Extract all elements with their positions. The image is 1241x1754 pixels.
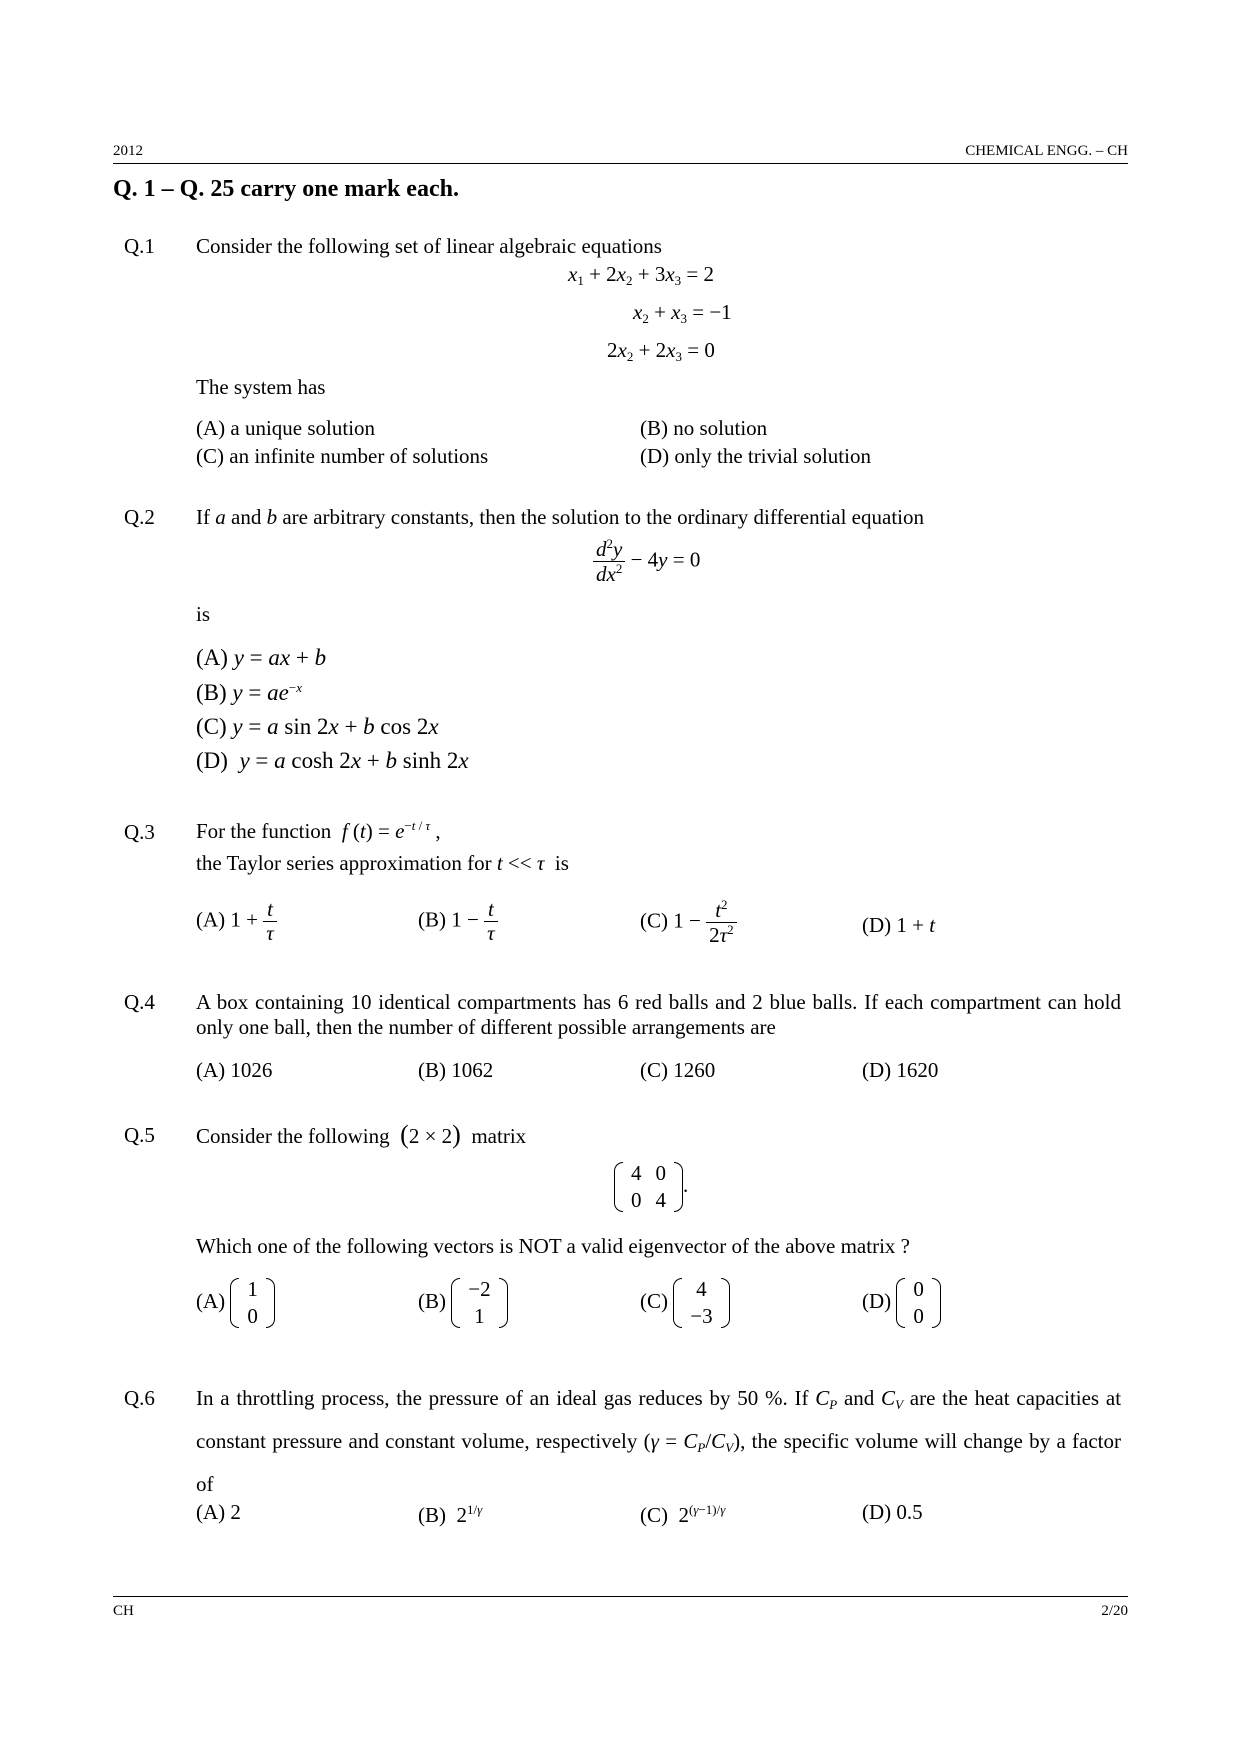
footer-code: CH	[113, 1603, 134, 1619]
q1-option-b: (B) no solution	[640, 416, 768, 440]
q5-matrix: 4 0 0 4 .	[614, 1160, 688, 1214]
q3-option-b: (B) 1 − $\frac{t}{\tau}$	[418, 898, 498, 945]
q4-option-b: (B) 1062	[418, 1058, 494, 1082]
q6-option-a: (A) 2	[196, 1500, 241, 1524]
q5-text-2: Which one of the following vectors is NOT a valid eigenvector of the above matrix ?	[196, 1234, 910, 1258]
q2-option-c: (C) y = a sin 2x + b cos 2x	[196, 714, 439, 739]
q2-option-b: (B) $y = ae^{-x}$	[196, 680, 302, 705]
q1-option-d: (D) only the trivial solution	[640, 444, 871, 468]
q4-text: A box containing 10 identical compartments has 6 red balls and 2 blue balls. If each compartment can hold only one ball, then the number of different possible arrangements are	[196, 990, 1121, 1039]
q6-option-b: (B) $2^{1/\gamma}$	[418, 1502, 483, 1527]
q3-number: Q.3	[124, 820, 155, 844]
q4-number: Q.4	[124, 990, 155, 1014]
q3-option-a: (A) 1 + $\frac{t}{\tau}$	[196, 898, 277, 945]
footer-page-number: 2/20	[1101, 1603, 1128, 1619]
q5-option-d: (D) 0 0	[862, 1276, 941, 1330]
q4-option-a: (A) 1026	[196, 1058, 273, 1082]
q6-number: Q.6	[124, 1386, 155, 1410]
section-title: Q. 1 – Q. 25 carry one mark each.	[113, 176, 459, 202]
q2-is: is	[196, 602, 211, 626]
q5-option-a: (A) 1 0	[196, 1276, 275, 1330]
q1-option-a: (A) a unique solution	[196, 416, 376, 440]
q1-equation-3: $2x_2 + 2x_3 = 0$	[607, 338, 715, 364]
q6-text: In a throttling process, the pressure of an ideal gas reduces by 50 %. If $C_P$ and $C_V$ are the heat capacities at constant pressure and constant volume, respectively $(\gamma = C_P/C_V)$, the specific volume will change by a factor of	[196, 1386, 1122, 1496]
q6-option-d: (D) 0.5	[862, 1500, 923, 1524]
page-footer	[113, 1596, 1128, 1621]
q1-text: Consider the following set of linear algebraic equations	[196, 234, 662, 258]
q1-equation-1: $x_1 + 2x_2 + 3x_3 = 2$	[568, 262, 715, 288]
page-header	[113, 143, 1128, 164]
q5-text-1: Consider the following (2 × 2) matrix	[196, 1120, 527, 1149]
q3-option-d: (D) 1 + t	[862, 913, 936, 937]
q4-option-d: (D) 1620	[862, 1058, 939, 1082]
header-subject: CHEMICAL ENGG. – CH	[965, 143, 1128, 159]
q1-option-c: (C) an infinite number of solutions	[196, 444, 489, 468]
q1-system-has: The system has	[196, 375, 326, 399]
q1-equation-2: $x_2 + x_3 = -1$	[633, 300, 732, 326]
q2-number: Q.2	[124, 505, 155, 529]
q3-text-2: the Taylor series approximation for t << τ is	[196, 851, 569, 875]
q2-option-a: (A) y = ax + b	[196, 645, 327, 670]
q5-option-c: (C) 4 −3	[640, 1276, 730, 1330]
q2-text: If a and b are arbitrary constants, then the solution to the ordinary differential equation	[196, 505, 924, 529]
q3-text-1: For the function f $(t) = e^{-t / \tau}$ ,	[196, 818, 441, 843]
q4-option-c: (C) 1260	[640, 1058, 716, 1082]
q5-number: Q.5	[124, 1123, 155, 1147]
q6-option-c: (C) $2^{(\gamma-1)/\gamma}$	[640, 1502, 726, 1527]
q1-number: Q.1	[124, 234, 155, 258]
q2-ode: $\frac{d^2y}{dx^2}$ − 4y = 0	[593, 537, 700, 586]
header-year: 2012	[113, 143, 143, 159]
q5-option-b: (B) −2 1	[418, 1276, 508, 1330]
q3-option-c: (C) 1 − $\frac{t^2}{2\tau^2}$	[640, 898, 737, 947]
q2-option-d: (D) y = a cosh 2x + b sinh 2x	[196, 748, 469, 773]
